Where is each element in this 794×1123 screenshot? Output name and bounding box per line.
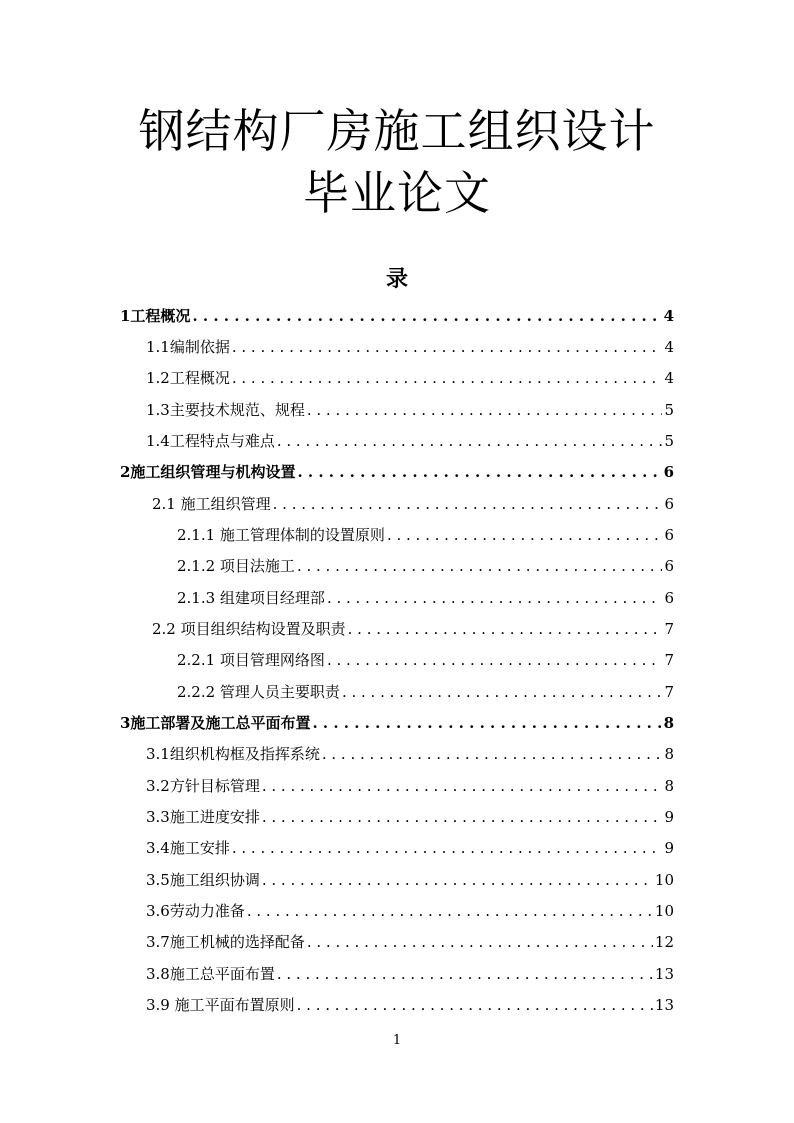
- toc-entry-page: 7: [664, 683, 674, 701]
- toc-entry-page: 8: [663, 714, 674, 732]
- toc-heading: 录: [385, 266, 408, 292]
- toc-entry-label: 2.1.1 施工管理体制的设置原则: [177, 526, 385, 544]
- toc-entry-page: 6: [664, 495, 674, 513]
- toc-entry-page: 6: [664, 557, 674, 575]
- toc-entry-page: 13: [654, 965, 674, 983]
- toc-entry-label: 2.2.1 项目管理网络图: [177, 651, 325, 669]
- toc-entry[interactable]: [0, 400, 794, 431]
- toc-leader-dots: [262, 870, 653, 890]
- toc-entry-label: 3.6劳动力准备: [146, 902, 245, 920]
- toc-leader-dots: [297, 995, 653, 1015]
- toc-entry[interactable]: [0, 650, 794, 681]
- toc-entry-page: 8: [664, 745, 674, 763]
- toc-entry-page: 7: [664, 651, 674, 669]
- toc-entry-page: 4: [664, 338, 674, 356]
- toc-entry-label: 1.1编制依据: [146, 338, 230, 356]
- toc-entry[interactable]: [0, 525, 794, 556]
- toc-entry-label: 3.4施工安排: [146, 839, 230, 857]
- toc-entry[interactable]: [0, 901, 794, 932]
- toc-leader-dots: [297, 462, 661, 482]
- toc-entry[interactable]: [0, 932, 794, 963]
- toc-entry-label: 2施工组织管理与机构设置: [120, 463, 296, 481]
- toc-entry-label: 2.1.2 项目法施工: [177, 557, 295, 575]
- toc-leader-dots: [322, 744, 663, 764]
- toc-entry-page: 10: [654, 871, 674, 889]
- toc-entry[interactable]: [0, 431, 794, 462]
- toc-entry[interactable]: [0, 838, 794, 869]
- toc-entry[interactable]: [0, 588, 794, 619]
- toc-entry-page: 6: [664, 526, 674, 544]
- toc-entry-label: 2.2.2 管理人员主要职责: [177, 683, 340, 701]
- toc-entry[interactable]: [0, 682, 794, 713]
- toc-entry[interactable]: [0, 337, 794, 368]
- toc-entry-page: 9: [664, 839, 674, 857]
- toc-entry-page: 7: [664, 620, 674, 638]
- toc-leader-dots: [247, 901, 653, 921]
- toc-leader-dots: [277, 964, 653, 984]
- toc-entry-label: 3.1组织机构框及指挥系统: [146, 745, 320, 763]
- toc-entry-page: 6: [664, 589, 674, 607]
- toc-entry-label: 2.1 施工组织管理: [152, 495, 271, 513]
- toc-leader-dots: [307, 400, 663, 420]
- toc-leader-dots: [273, 494, 663, 514]
- toc-leader-dots: [277, 431, 663, 451]
- toc-entry[interactable]: [0, 713, 794, 744]
- toc-entry[interactable]: [0, 870, 794, 901]
- toc-leader-dots: [192, 306, 661, 326]
- toc-entry-label: 3.5施工组织协调: [146, 871, 260, 889]
- toc-leader-dots: [307, 932, 653, 952]
- toc-entry[interactable]: [0, 807, 794, 838]
- toc-entry-label: 2.1.3 组建项目经理部: [177, 589, 325, 607]
- toc-entry-label: 2.2 项目组织结构设置及职责: [152, 620, 346, 638]
- toc-entry-label: 1.2工程概况: [146, 369, 230, 387]
- toc-entry-page: 4: [663, 307, 674, 325]
- toc-entry[interactable]: [0, 368, 794, 399]
- toc-entry[interactable]: [0, 744, 794, 775]
- toc-entry-label: 3.8施工总平面布置: [146, 965, 275, 983]
- toc-entry-page: 9: [664, 808, 674, 826]
- toc-entry[interactable]: [0, 964, 794, 995]
- toc-leader-dots: [348, 619, 663, 639]
- toc-entry-label: 3.2方针目标管理: [146, 777, 260, 795]
- toc-entry[interactable]: [0, 776, 794, 807]
- document-title-line-1: 钢结构厂房施工组织设计: [138, 104, 656, 158]
- toc-entry-page: 10: [654, 902, 674, 920]
- toc-entry-label: 3.9 施工平面布置原则: [146, 996, 295, 1014]
- toc-entry-label: 1.3主要技术规范、规程: [146, 401, 305, 419]
- toc-entry[interactable]: [0, 619, 794, 650]
- toc-leader-dots: [312, 713, 661, 733]
- toc-entry-page: 8: [664, 777, 674, 795]
- toc-entry[interactable]: [0, 556, 794, 587]
- toc-entry-page: 5: [664, 401, 674, 419]
- toc-entry-label: 1.4工程特点与难点: [146, 432, 275, 450]
- page-number: 1: [392, 1033, 402, 1048]
- toc-entry-page: 12: [654, 933, 674, 951]
- toc-entry-label: 1工程概况: [120, 307, 191, 325]
- toc-entry[interactable]: [0, 494, 794, 525]
- toc-leader-dots: [387, 525, 663, 545]
- toc-entry-page: 5: [664, 432, 674, 450]
- toc-entry-page: 4: [664, 369, 674, 387]
- toc-leader-dots: [262, 776, 663, 796]
- toc-leader-dots: [232, 337, 663, 357]
- toc-entry-page: 6: [663, 463, 674, 481]
- toc-entry-label: 3.7施工机械的选择配备: [146, 933, 305, 951]
- toc-entry[interactable]: [0, 306, 794, 337]
- toc-leader-dots: [232, 368, 663, 388]
- toc-leader-dots: [342, 682, 663, 702]
- toc-entry-label: 3.3施工进度安排: [146, 808, 260, 826]
- toc-leader-dots: [327, 650, 663, 670]
- toc-leader-dots: [297, 556, 663, 576]
- toc-entry-label: 3施工部署及施工总平面布置: [120, 714, 311, 732]
- toc-leader-dots: [262, 807, 663, 827]
- toc-entry[interactable]: [0, 462, 794, 493]
- toc-leader-dots: [327, 588, 663, 608]
- toc-leader-dots: [232, 838, 663, 858]
- toc-entry-page: 13: [654, 996, 674, 1014]
- toc-entry[interactable]: [0, 995, 794, 1026]
- document-title-line-2: 毕业论文: [303, 166, 491, 220]
